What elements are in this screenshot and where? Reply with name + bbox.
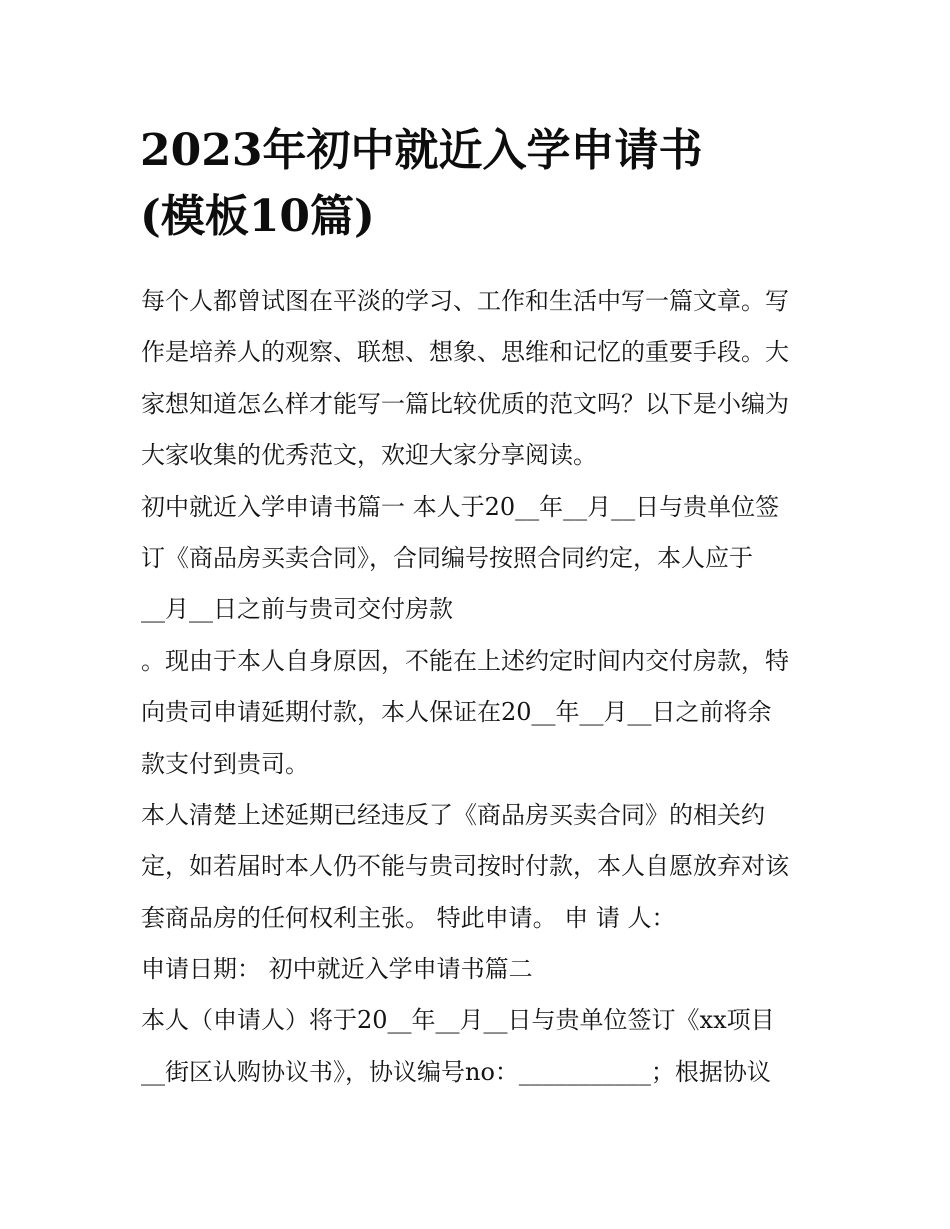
body-line: 作是培养人的观察、联想、想象、思维和记忆的重要手段。大 (141, 338, 789, 367)
body-line: __街区认购协议书》，协议编号no：___________；根据协议 (141, 1057, 771, 1086)
title-line-1: 2023年初中就近入学申请书 (140, 125, 703, 176)
body-line: 。现由于本人自身原因，不能在上述约定时间内交付房款，特 (141, 646, 789, 675)
body-line: __月__日之前与贵司交付房款 (141, 595, 453, 624)
document-body (141, 276, 821, 1098)
document-title (140, 118, 840, 250)
body-line: 订《商品房买卖合同》，合同编号按照合同约定，本人应于 (141, 543, 753, 572)
body-line: 款支付到贵司。 (141, 749, 309, 778)
body-line: 向贵司申请延期付款，本人保证在20__年__月__日之前将余 (141, 698, 772, 727)
body-line: 本人（申请人）将于20__年__月__日与贵单位签订《xx项目 (141, 1006, 775, 1035)
body-line: 套商品房的任何权利主张。 特此申请。 申 请 人： (141, 903, 676, 932)
body-line: 每个人都曾试图在平淡的学习、工作和生活中写一篇文章。写 (141, 287, 789, 315)
title-line-2: (模板10篇) (140, 191, 375, 242)
body-line: 初中就近入学申请书篇一 本人于20__年__月__日与贵单位签 (141, 492, 780, 521)
body-line: 定，如若届时本人仍不能与贵司按时付款，本人自愿放弃对该 (141, 852, 789, 881)
body-line: 家想知道怎么样才能写一篇比较优质的范文吗？以下是小编为 (141, 389, 789, 418)
body-line: 大家收集的优秀范文，欢迎大家分享阅读。 (141, 441, 597, 470)
body-line: 本人清楚上述延期已经违反了《商品房买卖合同》的相关约 (141, 800, 765, 829)
body-line: 申请日期： 初中就近入学申请书篇二 (141, 955, 533, 984)
